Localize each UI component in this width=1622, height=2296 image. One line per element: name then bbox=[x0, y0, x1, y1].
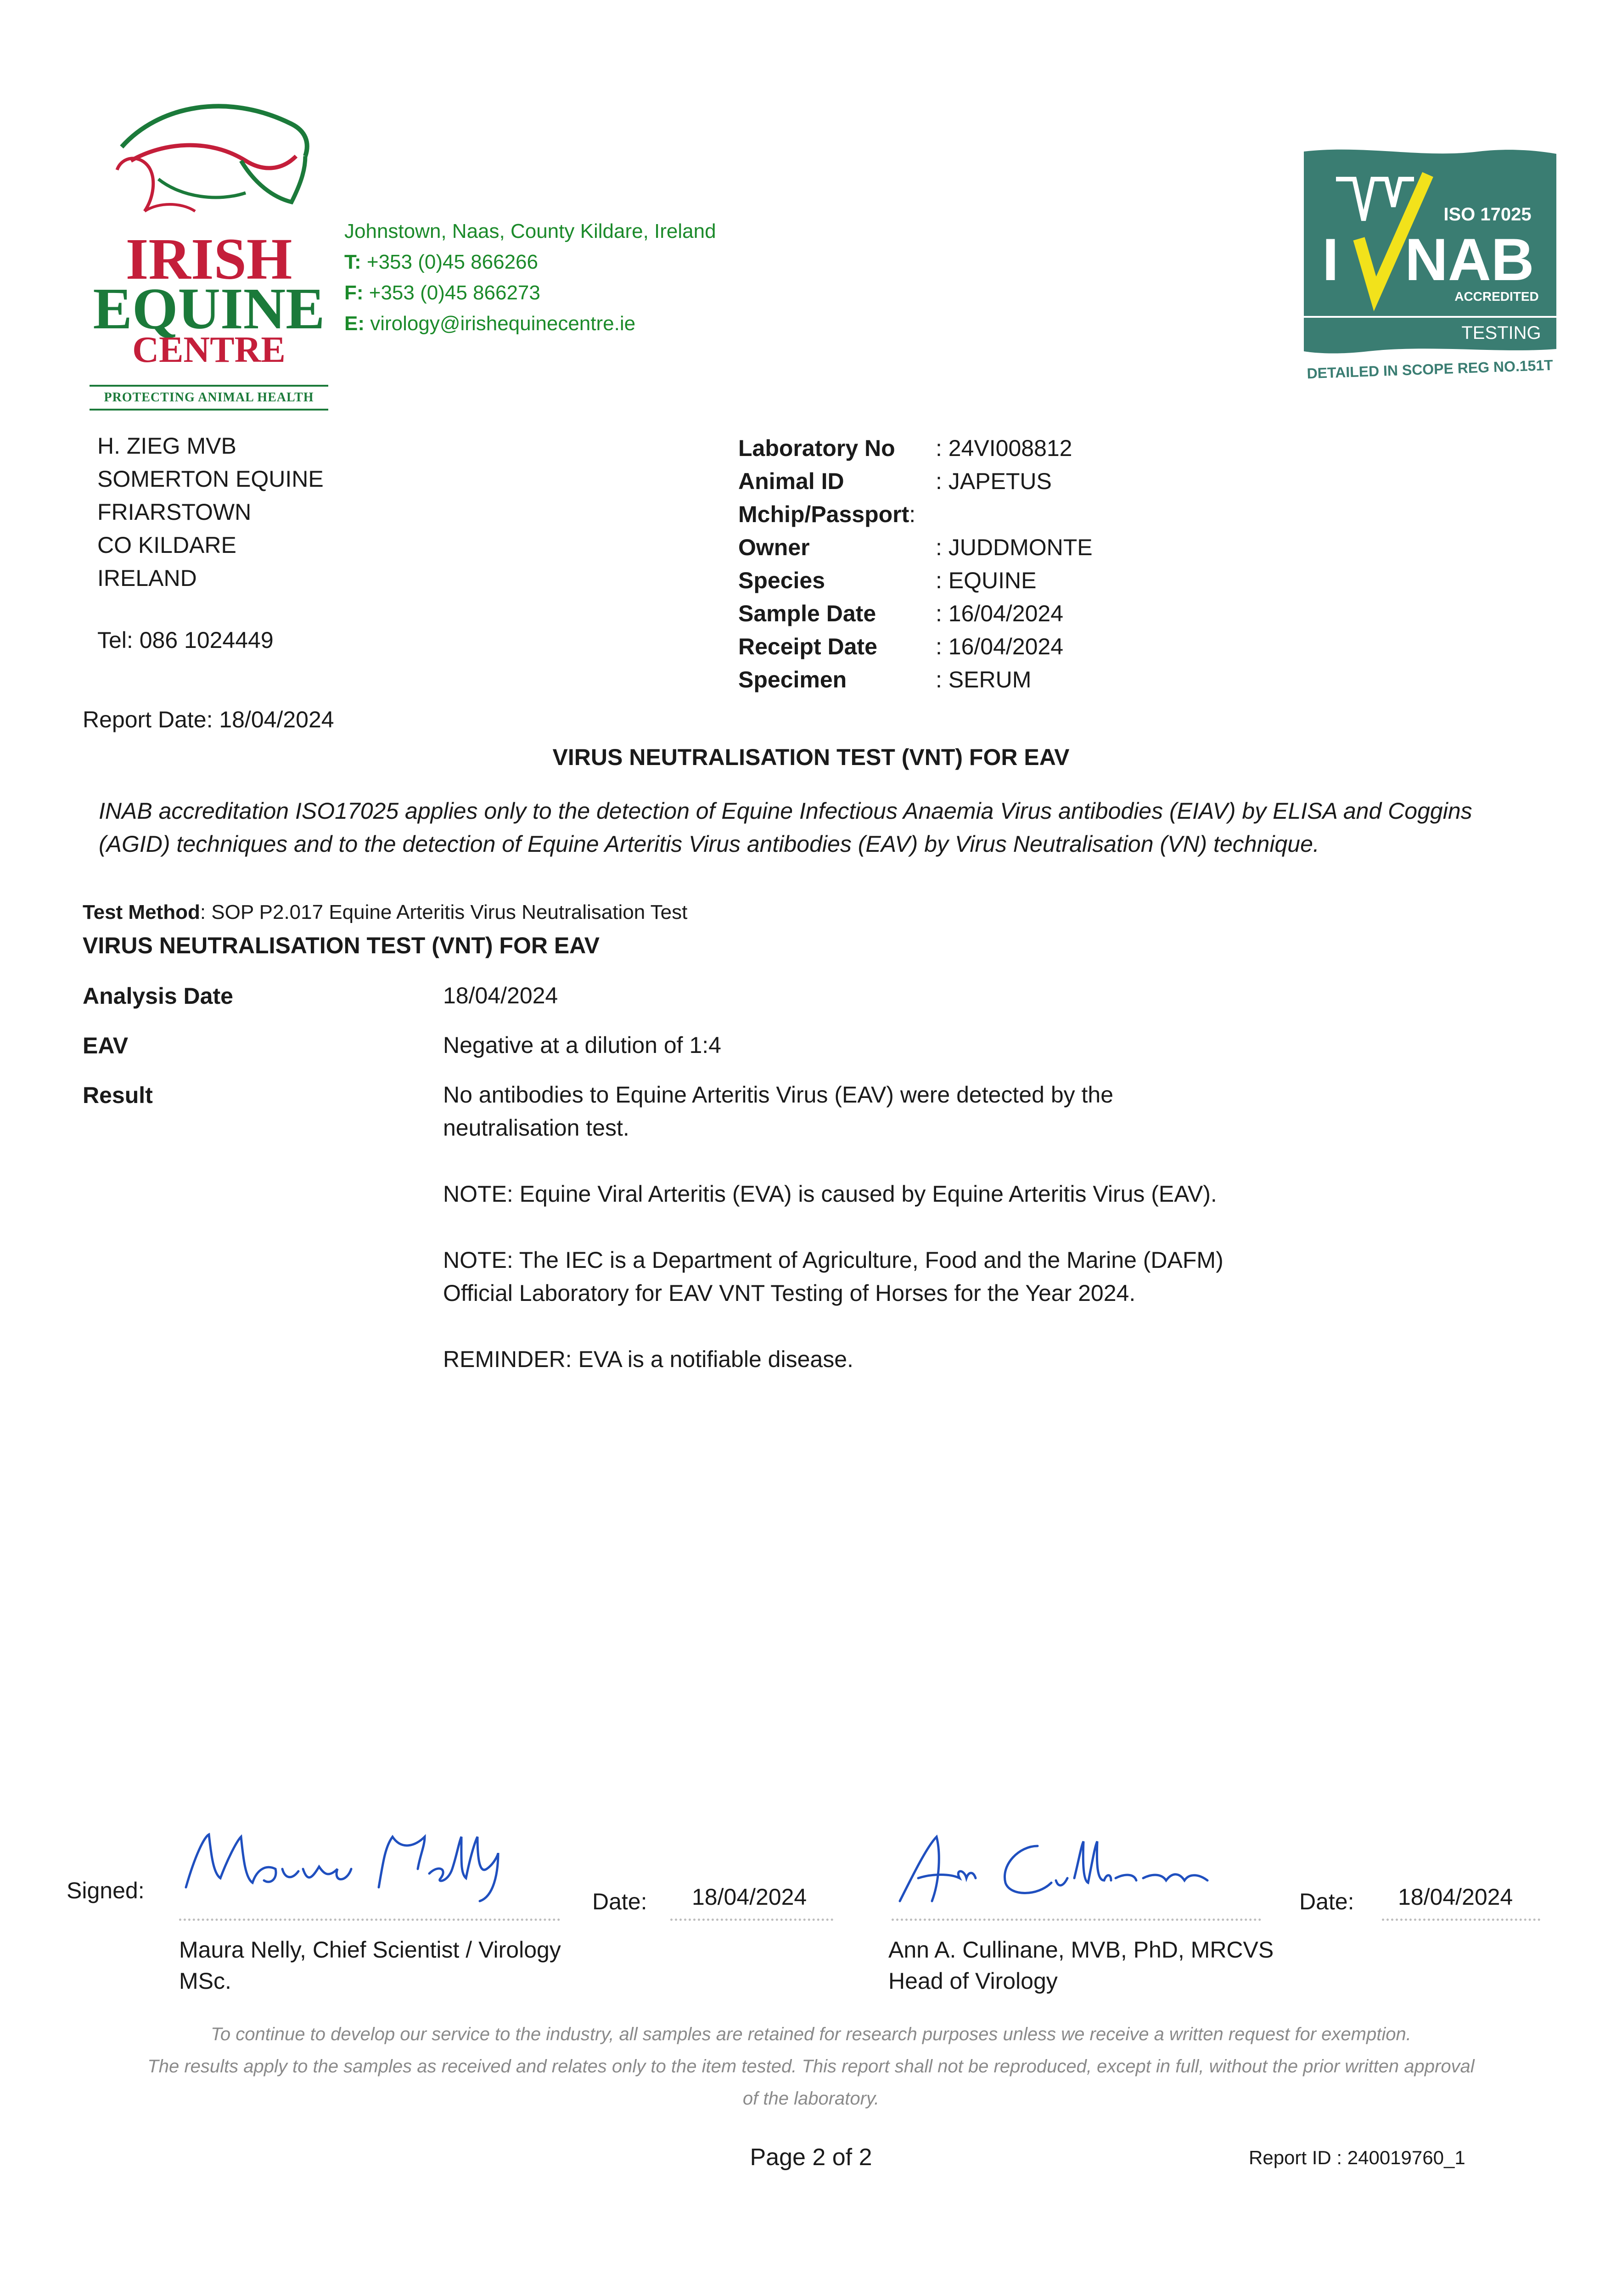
logo-tagline: PROTECTING ANIMAL HEALTH bbox=[90, 385, 328, 411]
signature-line bbox=[179, 1919, 560, 1921]
logo-word-centre: CENTRE bbox=[132, 330, 286, 370]
result-paragraph: NOTE: Equine Viral Arteritis (EVA) is caused by Equine Arteritis Virus (EAV). bbox=[443, 1181, 1217, 1207]
contact-block bbox=[344, 216, 716, 339]
lab-detail-row: Owner : JUDDMONTE bbox=[738, 535, 1093, 560]
report-title: VIRUS NEUTRALISATION TEST (VNT) FOR EAV bbox=[552, 744, 1070, 770]
lab-detail-row: Laboratory No : 24VI008812 bbox=[738, 435, 1072, 461]
logo-word-irish: IRISH bbox=[125, 226, 292, 292]
footer-line: To continue to develop our service to the industry, all samples are retained for research purposes unless we receive a written request for exemption. bbox=[211, 2024, 1411, 2044]
address-line: IRELAND bbox=[97, 565, 197, 591]
accreditation-note: INAB accreditation ISO17025 applies only to the detection of Equine Infectious Anaemia Virus antibodies (EIAV) by ELISA and Coggins (AGID) techniques and to the detection of Equine Arteritis Virus antibodies (EAV) by Virus Neutralisation (VN) technique. bbox=[99, 798, 1472, 857]
date-label: Date: bbox=[592, 1889, 647, 1914]
result-text bbox=[443, 1078, 1224, 1409]
contact-tel: T: +353 (0)45 866266 bbox=[344, 251, 538, 273]
contact-email: E: virology@irishequinecentre.ie bbox=[344, 312, 636, 335]
lab-detail-row: Specimen : SERUM bbox=[738, 667, 1032, 692]
lab-detail-row: Receipt Date : 16/04/2024 bbox=[738, 634, 1064, 659]
signature-line bbox=[892, 1919, 1261, 1921]
badge-accredited: ACCREDITED bbox=[1454, 289, 1539, 304]
contact-address: Johnstown, Naas, County Kildare, Ireland bbox=[344, 220, 716, 242]
signature-maura-nelly bbox=[177, 1818, 507, 1906]
lab-detail-row: Mchip/Passport: bbox=[738, 501, 916, 527]
signature-date: 18/04/2024 bbox=[1398, 1884, 1513, 1910]
report-date: Report Date: 18/04/2024 bbox=[83, 707, 334, 732]
badge-scope: DETAILED IN SCOPE REG NO.151T bbox=[1306, 356, 1554, 382]
logo-word-equine: EQUINE bbox=[93, 276, 325, 341]
result-paragraph: NOTE: The IEC is a Department of Agriculture, Food and the Marine (DAFM) Official Laboratory for EAV VNT Testing of Horses for the Year 2024. bbox=[443, 1247, 1224, 1306]
signatory-name: Ann A. Cullinane, MVB, PhD, MRCVS Head of Virology bbox=[888, 1937, 1274, 1994]
footer-line: The results apply to the samples as received and relates only to the item tested. This report shall not be reproduced, except in full, without the prior written approval of the laboratory. bbox=[147, 2056, 1475, 2109]
contact-fax: F: +353 (0)45 866273 bbox=[344, 281, 540, 304]
badge-iso: ISO 17025 bbox=[1443, 204, 1532, 225]
section-title: VIRUS NEUTRALISATION TEST (VNT) FOR EAV bbox=[83, 933, 600, 958]
page-number: Page 2 of 2 bbox=[750, 2144, 872, 2171]
irish-equine-centre-logo bbox=[90, 92, 328, 409]
report-id: Report ID : 240019760_1 bbox=[1249, 2147, 1465, 2168]
recipient-tel: Tel: 086 1024449 bbox=[97, 627, 274, 653]
footer-disclaimer bbox=[138, 2018, 1484, 2115]
badge-testing: TESTING bbox=[1461, 323, 1541, 343]
address-line: CO KILDARE bbox=[97, 532, 236, 558]
result-paragraph: No antibodies to Equine Arteritis Virus (EAV) were detected by the neutralisation test. bbox=[443, 1082, 1114, 1141]
lab-detail-row: Animal ID : JAPETUS bbox=[738, 468, 1052, 494]
lab-detail-row: Sample Date : 16/04/2024 bbox=[738, 601, 1064, 626]
signature-date: 18/04/2024 bbox=[692, 1884, 807, 1910]
signatory-name: Maura Nelly, Chief Scientist / Virology MSc. bbox=[179, 1937, 561, 1994]
date-line bbox=[670, 1919, 833, 1921]
signature-ann-cullinane bbox=[886, 1828, 1226, 1910]
badge-letters-nab: NAB bbox=[1405, 226, 1534, 293]
result-label: Result bbox=[83, 1082, 153, 1108]
date-label: Date: bbox=[1299, 1889, 1354, 1914]
horse-logo-icon bbox=[90, 92, 328, 230]
date-line bbox=[1382, 1919, 1540, 1921]
eav-label: EAV bbox=[83, 1033, 129, 1058]
address-line: SOMERTON EQUINE bbox=[97, 466, 324, 492]
result-paragraph: REMINDER: EVA is a notifiable disease. bbox=[443, 1346, 853, 1372]
address-line: H. ZIEG MVB bbox=[97, 433, 236, 459]
address-line: FRIARSTOWN bbox=[97, 499, 252, 525]
inab-accreditation-badge bbox=[1295, 147, 1561, 395]
lab-detail-row: Species : EQUINE bbox=[738, 568, 1037, 593]
recipient-address bbox=[97, 429, 324, 595]
analysis-date-label: Analysis Date bbox=[83, 983, 233, 1009]
test-method: Test Method: SOP P2.017 Equine Arteritis Virus Neutralisation Test bbox=[83, 901, 688, 923]
eav-value: Negative at a dilution of 1:4 bbox=[443, 1032, 721, 1058]
lab-details bbox=[738, 432, 1093, 696]
signed-label: Signed: bbox=[67, 1878, 145, 1903]
analysis-date-value: 18/04/2024 bbox=[443, 983, 558, 1008]
badge-letter-i: I bbox=[1322, 226, 1339, 293]
